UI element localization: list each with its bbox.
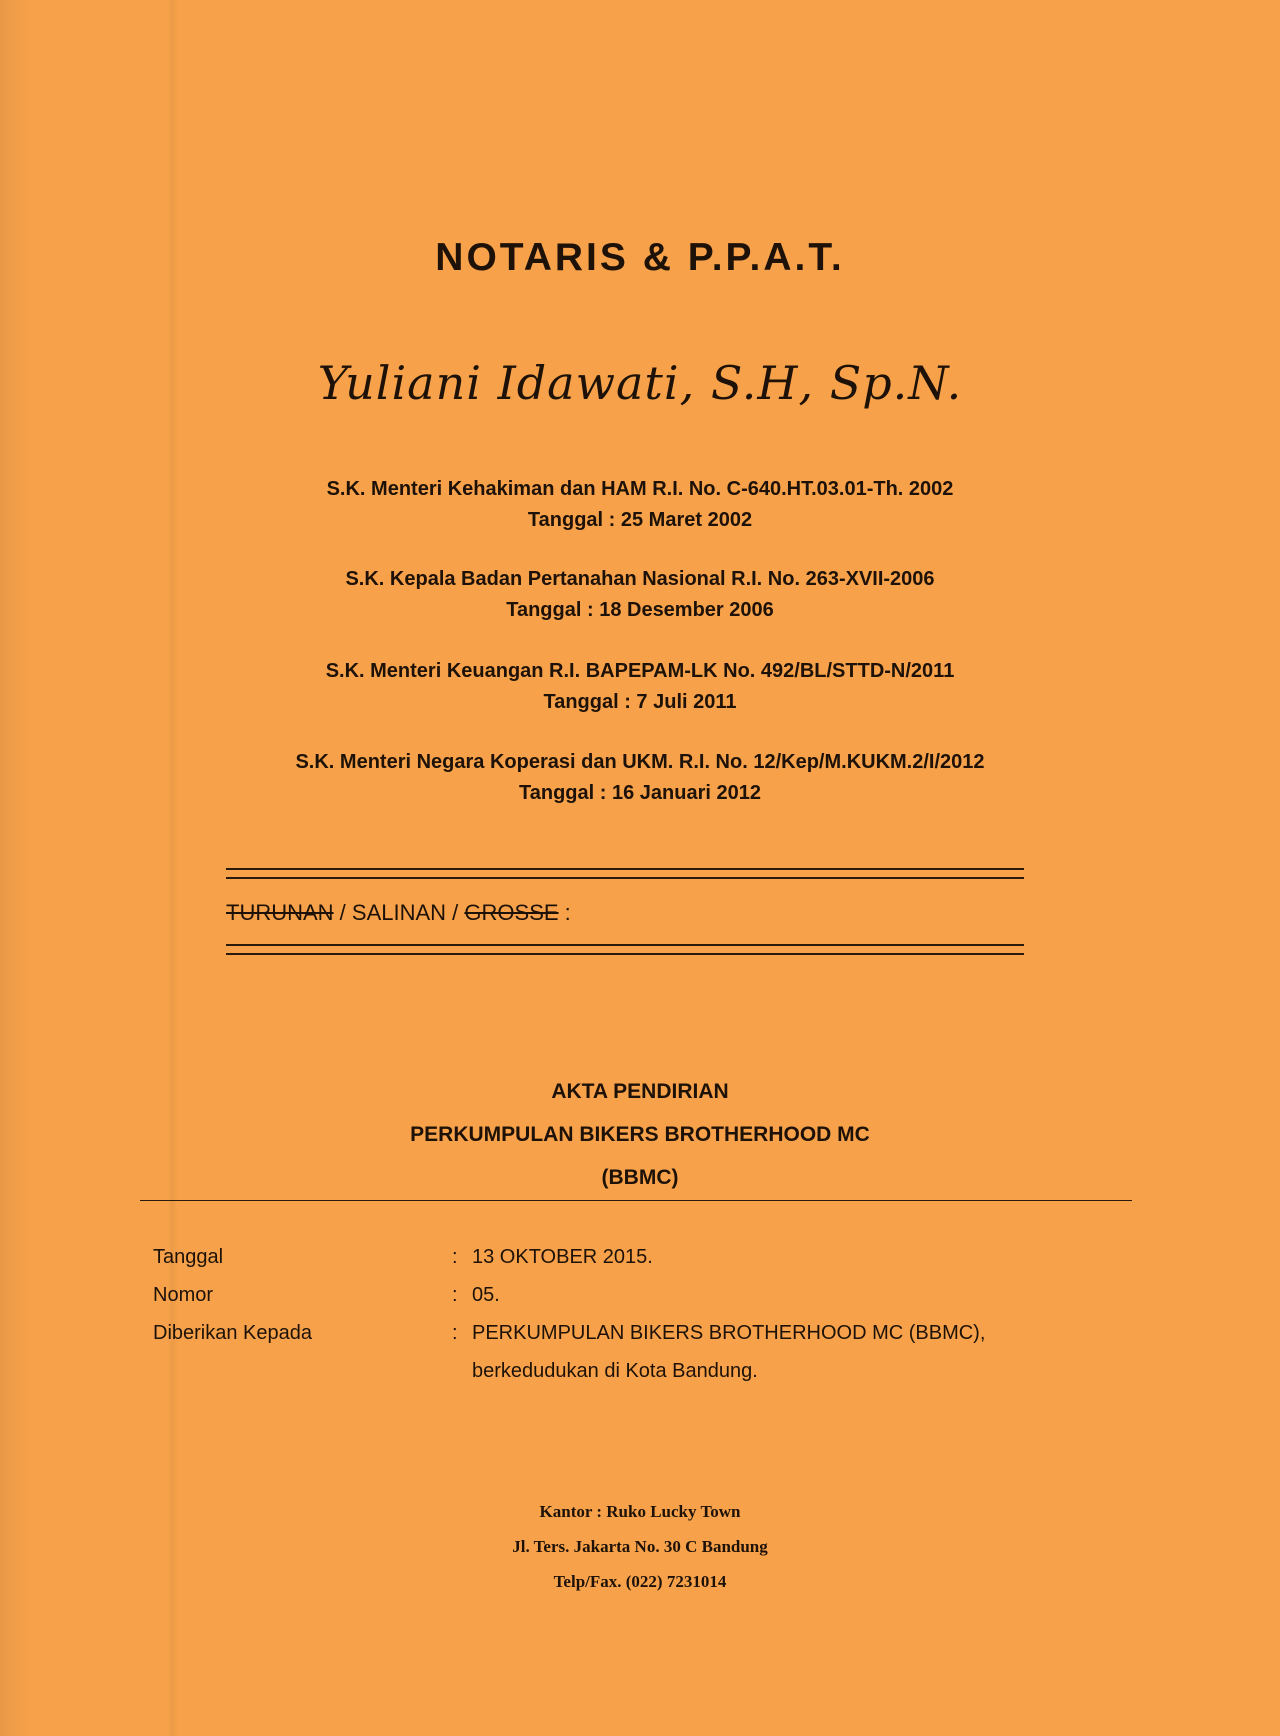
copy-type-grosse: GROSSE [464, 900, 559, 925]
date-colon: : [452, 1246, 458, 1268]
decree-3-date: Tanggal : 7 Juli 2011 [543, 691, 737, 713]
deed-organization: PERKUMPULAN BIKERS BROTHERHOOD MC [410, 1123, 870, 1146]
given-value-2: berkedudukan di Kota Bandung. [472, 1360, 758, 1382]
divider-top-1 [226, 868, 1024, 870]
decree-4-text: S.K. Menteri Negara Koperasi dan UKM. R.I. No. 12/Kep/M.KUKM.2/I/2012 [295, 751, 985, 773]
given-colon: : [452, 1322, 458, 1344]
deed-abbreviation: (BBMC) [601, 1166, 679, 1189]
deed-title: AKTA PENDIRIAN [551, 1080, 729, 1103]
notary-name: Yuliani Idawati, S.H, Sp.N. [317, 356, 963, 410]
decree-1 [0, 474, 1280, 536]
given-label: Diberikan Kepada [153, 1322, 312, 1344]
office-line-3: Telp/Fax. (022) 7231014 [553, 1572, 727, 1591]
copy-type-salinan: SALINAN [351, 900, 447, 925]
office-title: NOTARIS & P.P.A.T. [435, 236, 845, 279]
number-colon: : [452, 1284, 458, 1306]
number-value: 05. [472, 1284, 500, 1306]
copy-type-suffix: : [558, 900, 571, 925]
decree-2-text: S.K. Kepala Badan Pertanahan Nasional R.I. No. 263-XVII-2006 [345, 568, 935, 590]
number-label: Nomor [153, 1284, 214, 1306]
decree-4 [0, 747, 1280, 809]
divider-deed [140, 1200, 1132, 1201]
decree-2-date: Tanggal : 18 Desember 2006 [506, 599, 774, 621]
office-line-2: Jl. Ters. Jakarta No. 30 C Bandung [512, 1537, 768, 1556]
copy-type-sep-1: / [333, 900, 352, 925]
decree-2 [0, 564, 1280, 626]
date-label: Tanggal [153, 1246, 224, 1268]
office-line-1: Kantor : Ruko Lucky Town [539, 1502, 741, 1521]
date-value: 13 OKTOBER 2015. [472, 1246, 653, 1268]
given-value-1: PERKUMPULAN BIKERS BROTHERHOOD MC (BBMC), [472, 1322, 986, 1344]
decree-1-text: S.K. Menteri Kehakiman dan HAM R.I. No. C-640.HT.03.01-Th. 2002 [326, 478, 954, 500]
decree-3 [0, 656, 1280, 718]
decree-1-date: Tanggal : 25 Maret 2002 [527, 509, 753, 531]
copy-type-turunan: TURUNAN [226, 900, 334, 925]
divider-mid-2 [226, 953, 1024, 955]
divider-mid-1 [226, 944, 1024, 946]
decree-3-text: S.K. Menteri Keuangan R.I. BAPEPAM-LK No. 492/BL/STTD-N/2011 [325, 660, 955, 682]
divider-top-2 [226, 877, 1024, 879]
copy-type-sep-2: / [446, 900, 465, 925]
decree-4-date: Tanggal : 16 Januari 2012 [519, 782, 761, 804]
office-address [0, 1494, 1280, 1599]
copy-type [226, 900, 571, 926]
